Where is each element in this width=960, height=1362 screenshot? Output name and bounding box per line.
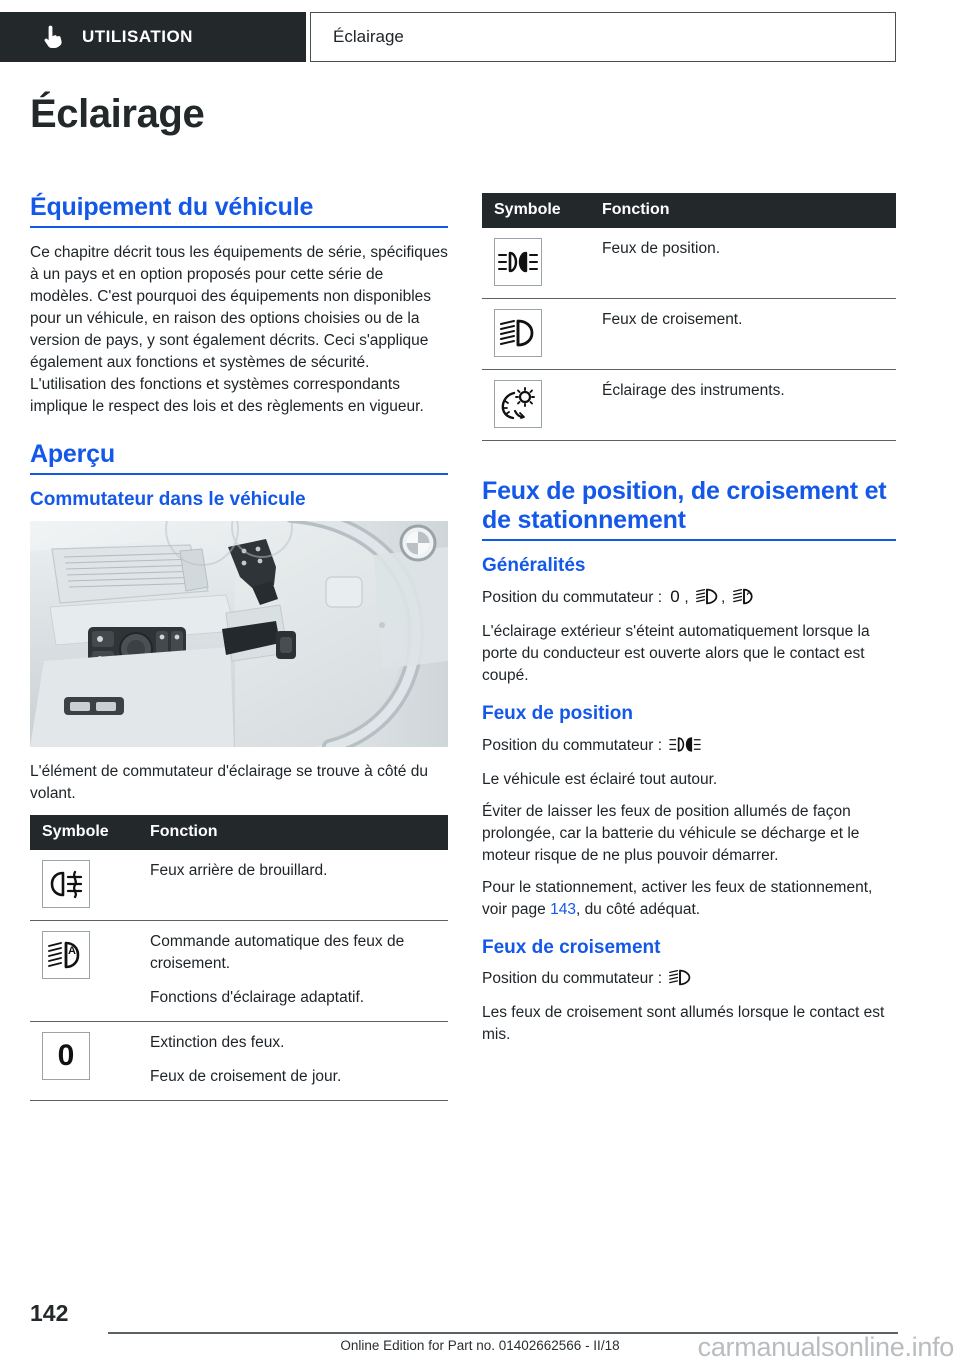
main-heading-lights: Feux de position, de croisement et de stationnement: [482, 477, 896, 541]
watermark: carmanualsonline.info: [697, 1332, 954, 1362]
section-tab[interactable]: [310, 12, 896, 62]
low-beam-icon: [695, 587, 719, 613]
row-text: Commande automatique des feux de croisement.: [150, 932, 405, 973]
col-fonction: Fonction: [138, 815, 448, 850]
chapter-tab-label: UTILISATION: [82, 27, 193, 46]
table-row: [30, 850, 448, 921]
page-footer: [0, 1296, 960, 1362]
right-column: [482, 193, 896, 1056]
low-beam-icon: [494, 309, 542, 357]
feux-position-p1: Le véhicule est éclairé tout autour.: [482, 770, 718, 788]
instrument-lighting-icon: [494, 380, 542, 428]
equipment-heading: Équipement du véhicule: [30, 193, 448, 228]
chapter-tab[interactable]: [0, 12, 306, 62]
left-column: [30, 193, 448, 1101]
table-row: [482, 370, 896, 441]
rear-fog-light-icon: [42, 860, 90, 908]
row-text: Feux de croisement.: [602, 311, 743, 328]
table-row: [30, 920, 448, 1021]
sidelight-icon: [494, 238, 542, 286]
svg-text:A: A: [746, 589, 752, 597]
lights-off-zero-icon: [42, 1032, 90, 1080]
feux-position-heading: Feux de position: [482, 702, 633, 724]
table-row: [30, 1022, 448, 1101]
generalites-switch-position: Position du commutateur : 0 , , A: [482, 587, 896, 613]
auto-headlight-control-icon: [42, 931, 90, 979]
feux-position-p2: Éviter de laisser les feux de position allumés de façon prolongée, car la batterie du véhicule se décharge et le moteur risque de ne plus pouvoir démarrer.: [482, 802, 860, 864]
sidelight-icon: [668, 735, 702, 761]
zero-glyph: 0: [57, 1039, 75, 1073]
table-header-row: [30, 815, 448, 850]
auto-headlight-control-icon: [732, 587, 756, 613]
feux-croisement-paragraph: Les feux de croisement sont allumés lorsque le contact est mis.: [482, 1004, 885, 1044]
edition-info: Online Edition for Part no. 01402662566 - II/18: [340, 1338, 620, 1353]
table-row: [482, 299, 896, 370]
row-text: Feux de position.: [602, 240, 721, 257]
row-text-2: Fonctions d'éclairage adaptatif.: [150, 988, 365, 1006]
row-text: Éclairage des instruments.: [602, 382, 785, 399]
low-beam-icon: [668, 968, 692, 994]
photo-caption: L'élément de commutateur d'éclairage se trouve à côté du volant.: [30, 762, 428, 802]
p3-before: Pour le stationnement, activer les feux de stationnement, voir page: [482, 878, 873, 918]
svg-text:0: 0: [670, 586, 681, 606]
equipment-paragraph: Ce chapitre décrit tous les équipements de série, spécifiques à un pays et en option proposés pour cette série de modèles. C'est pourquoi des équipements non disponibles pour un véhicule, en raison des options choisies ou de la version de pays, y sont également décrits. Ceci s'applique également aux fonctions et systèmes de sécurité. L'utilisation des fonctions et systèmes correspondants implique le respect des lois et des règlements en vigueur.: [30, 244, 448, 415]
p3-after: , du côté adéquat.: [575, 900, 701, 918]
page-reference-link[interactable]: 143: [550, 900, 576, 918]
overview-subheading: Commutateur dans le véhicule: [30, 489, 306, 510]
row-text-2: Feux de croisement de jour.: [150, 1067, 342, 1085]
left-symbol-table: [30, 815, 448, 1101]
right-symbol-table: [482, 193, 896, 441]
dashboard-photo: [30, 521, 448, 747]
feux-croisement-heading: Feux de croisement: [482, 936, 661, 958]
hand-pointing-icon: [42, 24, 64, 50]
generalites-heading: Généralités: [482, 555, 586, 576]
page-title: Éclairage: [30, 92, 205, 136]
page-number: 142: [30, 1300, 69, 1326]
feux-croisement-switch: [482, 968, 896, 994]
feux-position-p3: [482, 877, 896, 921]
col-symbole: Symbole: [30, 815, 138, 850]
row-text: Extinction des feux.: [150, 1034, 285, 1052]
switch-position-label: Position du commutateur :: [482, 970, 663, 988]
section-tab-label: Éclairage: [333, 27, 404, 46]
table-header-row: [482, 193, 896, 228]
feux-position-switch: [482, 735, 896, 761]
switch-position-label: Position du commutateur :: [482, 736, 663, 754]
switch-position-label: Position du commutateur :: [482, 588, 663, 606]
table-row: [482, 228, 896, 299]
generalites-paragraph: L'éclairage extérieur s'éteint automatiquement lorsque la porte du conducteur est ouverte alors que le contact est coupé.: [482, 622, 870, 684]
svg-text:A: A: [68, 944, 76, 957]
row-text: Feux arrière de brouillard.: [150, 861, 328, 879]
col-fonction: Fonction: [590, 193, 896, 228]
lights-off-zero-icon: [668, 587, 682, 613]
col-symbole: Symbole: [482, 193, 590, 228]
page-header: [0, 12, 960, 62]
overview-heading: Aperçu: [30, 440, 448, 475]
